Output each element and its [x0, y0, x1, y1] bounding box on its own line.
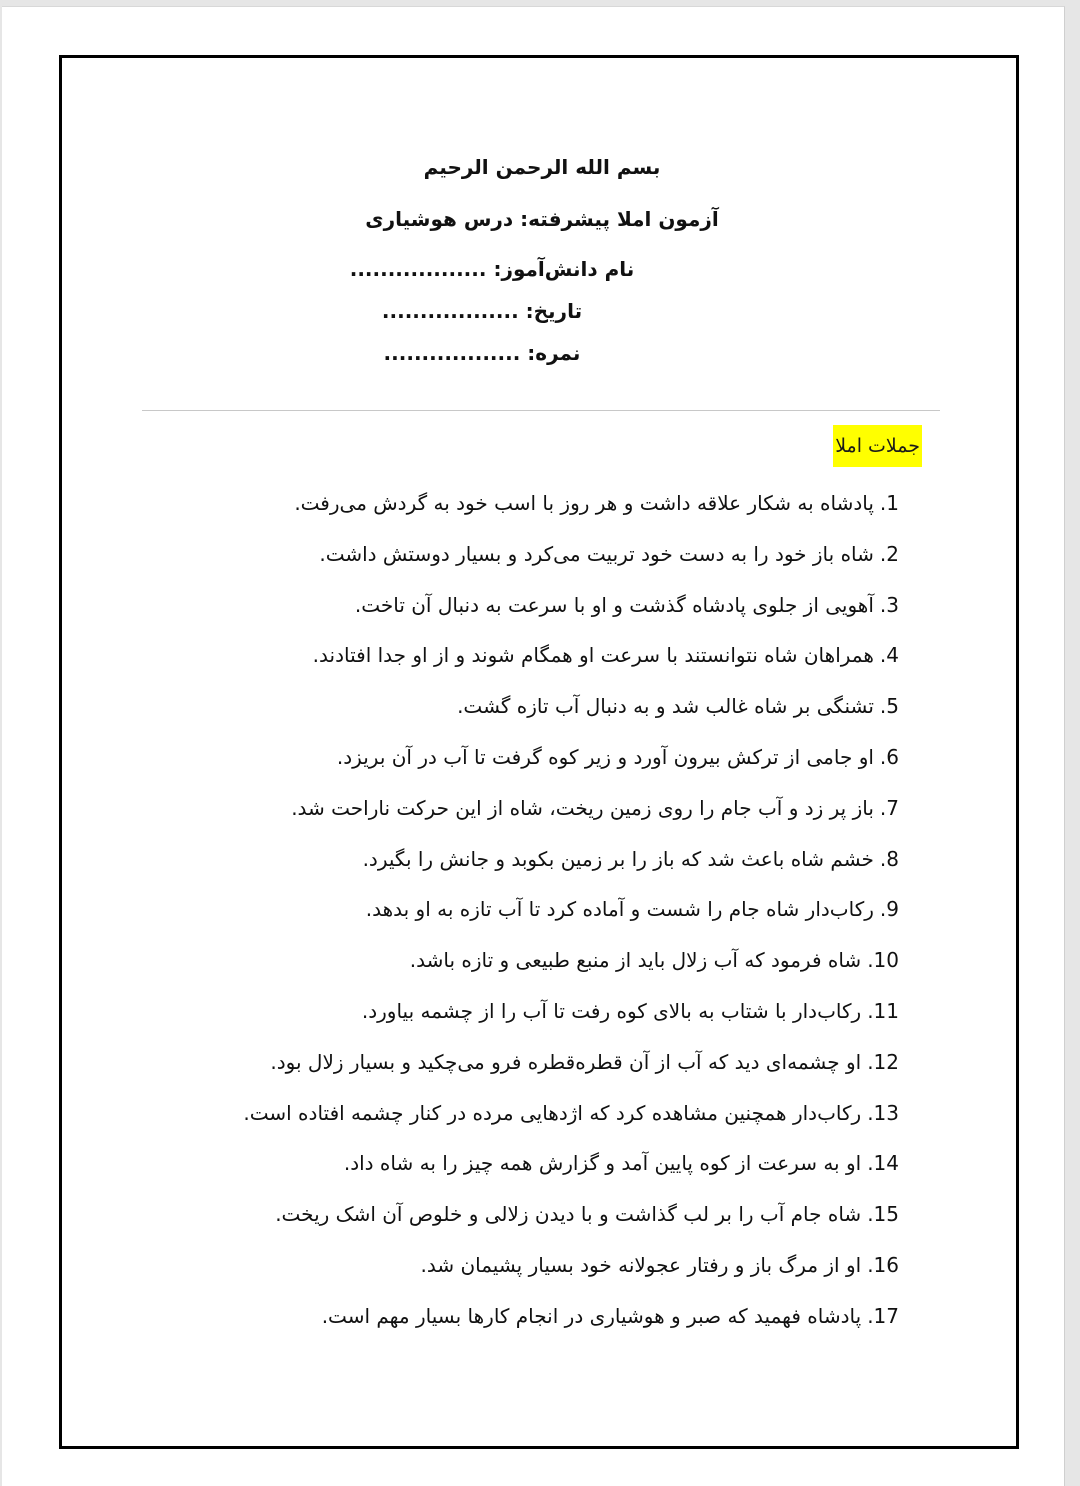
list-item: 13.رکاب‌دار همچنین مشاهده کرد که اژدهایی مرده در کنار چشمه افتاده است.: [243, 1101, 899, 1125]
basmala: بسم الله الرحمن الرحیم: [423, 155, 661, 179]
horizontal-divider: [142, 410, 940, 411]
list-item: 3.آهویی از جلوی پادشاه گذشت و او با سرعت به دنبال آن تاخت.: [354, 593, 899, 617]
list-item: 11.رکاب‌دار با شتاب به بالای کوه رفت تا آب را از چشمه بیاورد.: [361, 999, 899, 1023]
list-item: 1.پادشاه به شکار علاقه داشت و هر روز با اسب خود به گردش می‌رفت.: [294, 491, 899, 515]
exam-title: آزمون املا پیشرفته: درس هوشیاری: [365, 207, 719, 231]
list-item: 5.تشنگی بر شاه غالب شد و به دنبال آب تازه گشت.: [457, 694, 899, 718]
list-item: 17.پادشاه فهمید که صبر و هوشیاری در انجام کارها بسیار مهم است.: [321, 1304, 899, 1328]
date-field: تاریخ: ..................: [381, 299, 583, 323]
list-item: 9.رکاب‌دار شاه جام را شست و آماده کرد تا آب تازه به او بدهد.: [365, 897, 899, 921]
list-item: 12.او چشمه‌ای دید که آب از آن قطره‌قطره فرو می‌چکید و بسیار زلال بود.: [270, 1050, 899, 1074]
list-item: 4.همراهان شاه نتوانستند با سرعت او همگام شوند و از او جدا افتادند.: [312, 643, 899, 667]
list-item: 7.باز پر زد و آب جام را روی زمین ریخت، شاه از این حرکت ناراحت شد.: [291, 796, 899, 820]
list-item: 14.او به سرعت از کوه پایین آمد و گزارش همه چیز را به شاه داد.: [343, 1151, 899, 1175]
section-heading-text: جملات املا: [833, 425, 922, 467]
student-name-field: نام دانش‌آموز: ..................: [349, 257, 635, 281]
list-item: 10.شاه فرمود که آب زلال باید از منبع طبیعی و تازه باشد.: [409, 948, 899, 972]
list-item: 15.شاه جام آب را بر لب گذاشت و با دیدن زلالی و خلوص آن اشک ریخت.: [275, 1202, 899, 1226]
list-item: 2.شاه باز خود را به دست خود تربیت می‌کرد و بسیار دوستش داشت.: [319, 542, 899, 566]
grade-field: نمره: ..................: [383, 341, 581, 365]
list-item: 8.خشم شاه باعث شد که باز را بر زمین بکوبد و جانش را بگیرد.: [362, 847, 899, 871]
document-page: [2, 6, 1065, 1486]
list-item: 16.او از مرگ باز و رفتار عجولانه خود بسیار پشیمان شد.: [420, 1253, 899, 1277]
section-heading: [833, 425, 922, 467]
list-item: 6.او جامی از ترکش بیرون آورد و زیر کوه گرفت تا آب در آن بریزد.: [336, 745, 899, 769]
